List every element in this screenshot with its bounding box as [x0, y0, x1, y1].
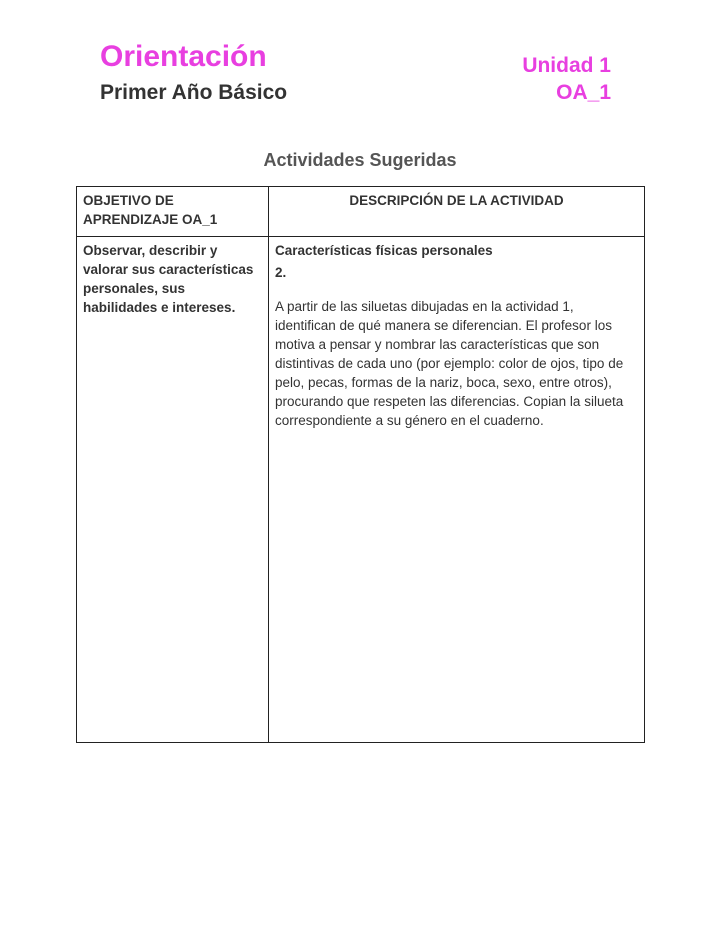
- activities-table: [76, 186, 645, 743]
- grade-level: Primer Año Básico: [100, 81, 288, 104]
- oa-code: OA_1: [556, 81, 611, 104]
- activity-description: A partir de las siluetas dibujadas en la actividad 1, identifican de qué manera se diferencian. El profesor los motiva a pensar y nombrar las características que son distintivas de cada uno (por ejemplo: color de ojos, tipo de pelo, pecas, formas de la nariz, boca, sexo, entre otros), procurando que respeten las diferencias. Copian la silueta correspondiente a su género en el cuaderno.: [275, 299, 624, 428]
- subject-title: Orientación: [100, 40, 267, 73]
- unit-label: Unidad 1: [522, 54, 611, 77]
- description-cell: [269, 237, 645, 743]
- column-header-description: DESCRIPCIÓN DE LA ACTIVIDAD: [269, 187, 645, 237]
- column-header-objective: OBJETIVO DE APRENDIZAJE OA_1: [77, 187, 269, 237]
- section-title: Actividades Sugeridas: [263, 150, 457, 170]
- table-row: [77, 237, 645, 743]
- activity-number: 2.: [275, 265, 287, 280]
- table-header-row: [77, 187, 645, 237]
- activity-title: Características físicas personales: [275, 243, 493, 258]
- objective-cell: Observar, describir y valorar sus características personales, sus habilidades e intereses.: [77, 237, 269, 743]
